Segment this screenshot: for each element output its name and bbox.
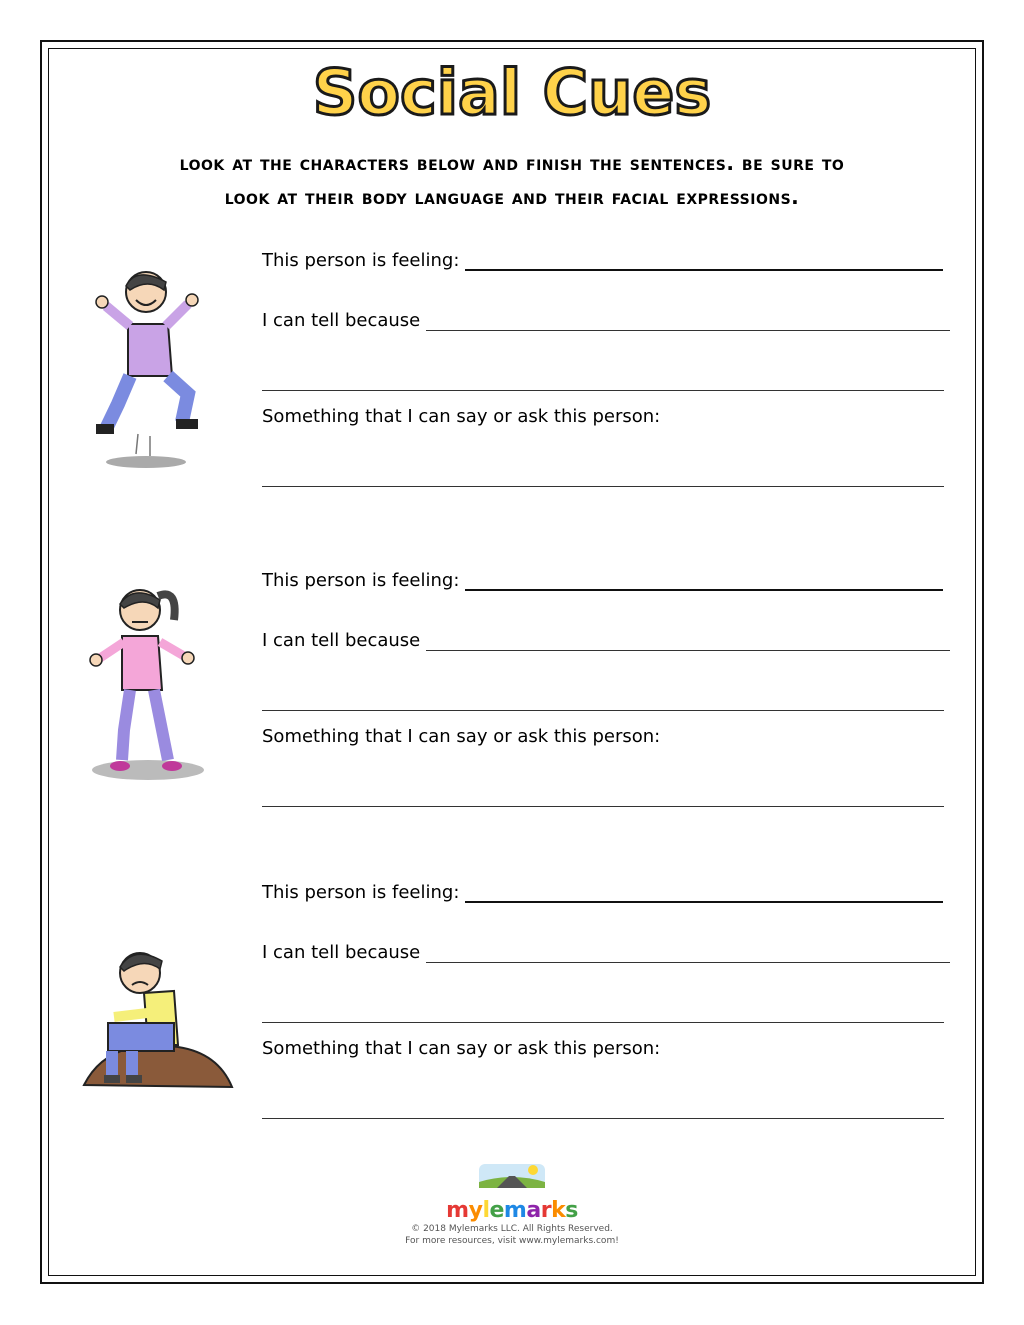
feeling-row bbox=[262, 570, 943, 591]
feeling-row bbox=[262, 882, 943, 903]
brand-letter: m bbox=[503, 1198, 527, 1223]
feeling-label: This person is feeling: bbox=[262, 570, 460, 591]
because-label: I can tell because bbox=[262, 942, 421, 963]
worksheet-section-3 bbox=[0, 862, 1024, 1162]
footer bbox=[0, 1160, 1024, 1247]
feeling-label: This person is feeling: bbox=[262, 882, 460, 903]
because-row bbox=[262, 310, 950, 331]
instructions-line-1: look at the characters below and finish the sentences. be sure to bbox=[179, 151, 845, 175]
angry-girl-icon bbox=[78, 570, 238, 800]
brand-letter: r bbox=[540, 1198, 552, 1223]
copyright-text: © 2018 Mylemarks LLC. All Rights Reserved. bbox=[411, 1224, 613, 1234]
feeling-answer-line[interactable] bbox=[465, 588, 943, 591]
say-answer-line[interactable] bbox=[262, 806, 944, 807]
mylemarks-logo-icon bbox=[477, 1160, 547, 1194]
say-row bbox=[262, 1038, 660, 1059]
brand-letter: e bbox=[489, 1198, 504, 1223]
say-label: Something that I can say or ask this person: bbox=[262, 406, 661, 427]
feeling-label: This person is feeling: bbox=[262, 250, 460, 271]
brand-letter: k bbox=[551, 1198, 566, 1223]
brand-letter: m bbox=[446, 1198, 469, 1223]
because-answer-line-2[interactable] bbox=[262, 390, 944, 391]
feeling-answer-line[interactable] bbox=[465, 268, 943, 271]
resources-text[interactable]: For more resources, visit www.mylemarks.com! bbox=[405, 1236, 619, 1246]
say-row bbox=[262, 726, 660, 747]
instructions bbox=[90, 146, 934, 214]
feeling-answer-line[interactable] bbox=[465, 900, 943, 903]
because-answer-line[interactable] bbox=[426, 961, 950, 963]
because-row bbox=[262, 630, 950, 651]
sad-sitting-boy-icon bbox=[78, 902, 238, 1132]
because-label: I can tell because bbox=[262, 310, 421, 331]
because-answer-line-2[interactable] bbox=[262, 710, 944, 711]
say-row bbox=[262, 406, 660, 427]
say-answer-line[interactable] bbox=[262, 486, 944, 487]
happy-jumping-boy-icon bbox=[78, 264, 238, 494]
say-answer-line[interactable] bbox=[262, 1118, 944, 1119]
brand-letter: s bbox=[565, 1198, 578, 1223]
because-answer-line[interactable] bbox=[426, 649, 950, 651]
brand-name bbox=[0, 1198, 1024, 1223]
because-row bbox=[262, 942, 950, 963]
worksheet-section-2 bbox=[0, 550, 1024, 850]
brand-letter: a bbox=[526, 1198, 541, 1223]
page-title: Social Cues bbox=[312, 56, 712, 129]
because-label: I can tell because bbox=[262, 630, 421, 651]
brand-letter: y bbox=[468, 1198, 483, 1223]
say-label: Something that I can say or ask this person: bbox=[262, 1038, 661, 1059]
because-answer-line-2[interactable] bbox=[262, 1022, 944, 1023]
say-label: Something that I can say or ask this person: bbox=[262, 726, 661, 747]
instructions-line-2: look at their body language and their facial expressions. bbox=[224, 185, 800, 209]
worksheet-section-1 bbox=[0, 230, 1024, 530]
feeling-row bbox=[262, 250, 943, 271]
brand-letter: l bbox=[482, 1198, 490, 1223]
because-answer-line[interactable] bbox=[426, 329, 950, 331]
